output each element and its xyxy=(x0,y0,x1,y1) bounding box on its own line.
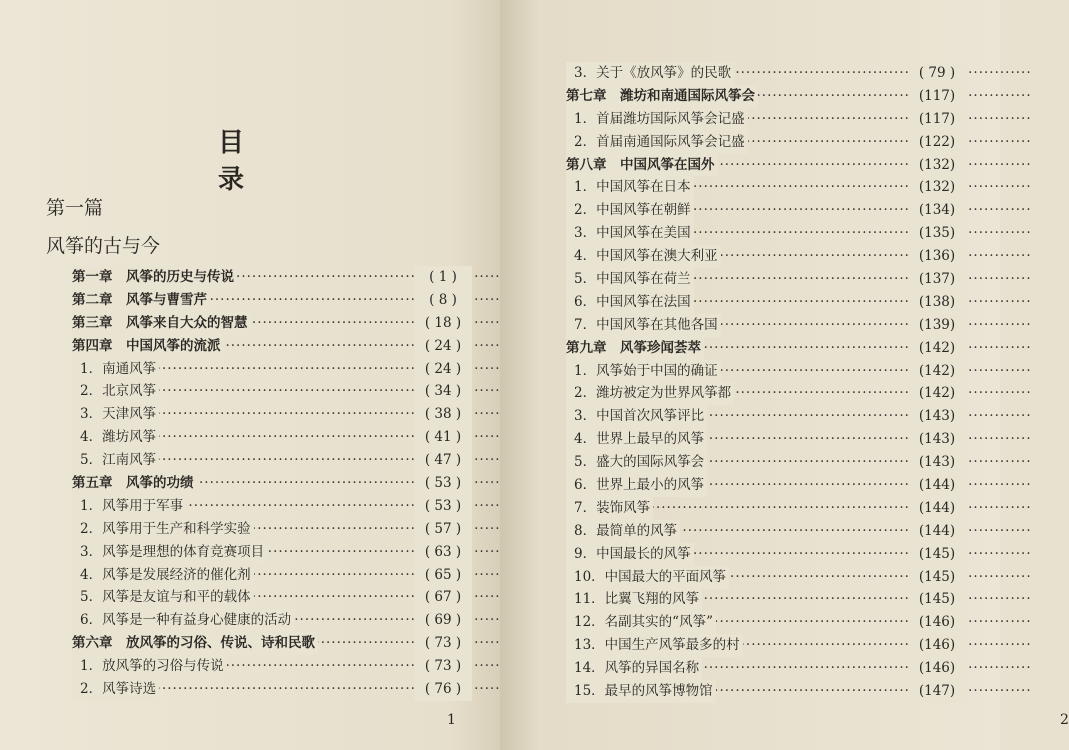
toc-entry-label: 6．风筝是一种有益身心健康的活动 xyxy=(72,609,294,632)
toc-entry-page: ( 53 ) xyxy=(414,472,472,495)
toc-entry-page: (142) xyxy=(908,337,966,360)
toc-entry-label: 6．中国风筝在法国 xyxy=(566,291,694,314)
toc-entry-label: 5．中国风筝在荷兰 xyxy=(566,268,694,291)
toc-entry-label: 8．最简单的风筝 xyxy=(566,520,680,543)
toc-entry-page: (146) xyxy=(908,611,966,634)
toc-entry-label: 第一章 风筝的历史与传说 xyxy=(72,266,237,289)
toc-entry-page: (117) xyxy=(908,108,966,131)
toc-entry-page: ( 8 ) xyxy=(414,289,472,312)
toc-entry-page: (132) xyxy=(908,176,966,199)
toc-entry-page: ( 69 ) xyxy=(414,609,472,632)
toc-entry-label: 2．风筝诗选 xyxy=(72,678,159,701)
toc-entry-page: ( 73 ) xyxy=(414,655,472,678)
toc-entry-page: (122) xyxy=(908,131,966,154)
toc-entry-page: ( 79 ) xyxy=(908,62,966,85)
toc-entry-label: 第五章 风筝的功绩 xyxy=(72,472,197,495)
toc-entry-label: 2．中国风筝在朝鲜 xyxy=(566,199,694,222)
left-page xyxy=(0,0,500,750)
toc-entry-label: 第三章 风筝来自大众的智慧 xyxy=(72,312,251,335)
toc-entry-page: ( 67 ) xyxy=(414,586,472,609)
toc-entry-label: 4．潍坊风筝 xyxy=(72,426,159,449)
toc-chapter-row xyxy=(72,472,472,495)
toc-entry-label: 2．北京风筝 xyxy=(72,380,159,403)
toc-item-row xyxy=(72,564,472,587)
toc-entry-label: 3．天津风筝 xyxy=(72,403,159,426)
toc-entry-label: 第四章 中国风筝的流派 xyxy=(72,335,224,358)
toc-entry-label: 4．世界上最早的风筝 xyxy=(566,428,707,451)
toc-item-row xyxy=(566,62,966,85)
toc-entry-label: 1．南通风筝 xyxy=(72,358,159,381)
toc-entry-page: ( 57 ) xyxy=(414,518,472,541)
toc-chapter-row xyxy=(72,335,472,358)
toc-entry-page: (145) xyxy=(908,543,966,566)
toc-entry-page: (143) xyxy=(908,451,966,474)
toc-entry-label: 2．首届南通国际风筝会记盛 xyxy=(566,131,748,154)
toc-item-row xyxy=(566,176,966,199)
toc-entry-page: (146) xyxy=(908,657,966,680)
toc-chapter-row xyxy=(72,266,472,289)
toc-item-row xyxy=(566,291,966,314)
part-number: 第一篇 xyxy=(46,197,104,219)
toc-entry-page: (132) xyxy=(908,154,966,177)
toc-item-row xyxy=(566,543,966,566)
page-number-left: 1 xyxy=(447,712,456,728)
toc-entry-label: 14．风筝的异国名称 xyxy=(566,657,702,680)
toc-entry-page: (146) xyxy=(908,634,966,657)
toc-entry-page: (145) xyxy=(908,588,966,611)
toc-item-row xyxy=(566,657,966,680)
toc-item-row xyxy=(566,382,966,405)
toc-item-row xyxy=(566,566,966,589)
toc-entry-page: ( 41 ) xyxy=(414,426,472,449)
toc-list-right xyxy=(500,62,1000,703)
toc-entry-page: (117) xyxy=(908,85,966,108)
toc-entry-label: 第七章 潍坊和南通国际风筝会 xyxy=(566,85,758,108)
toc-item-row xyxy=(566,360,966,383)
page-number-right: 2 xyxy=(1060,712,1069,728)
toc-entry-label: 1．首届潍坊国际风筝会记盛 xyxy=(566,108,748,131)
toc-item-row xyxy=(566,245,966,268)
toc-entry-label: 12．名副其实的“风筝” xyxy=(566,611,716,634)
toc-entry-label: 3．中国风筝在美国 xyxy=(566,222,694,245)
toc-item-row xyxy=(566,222,966,245)
toc-entry-page: (134) xyxy=(908,199,966,222)
toc-item-row xyxy=(566,588,966,611)
toc-entry-page: (143) xyxy=(908,428,966,451)
toc-item-row xyxy=(566,451,966,474)
toc-item-row xyxy=(72,495,472,518)
toc-entry-label: 第九章 风筝珍闻荟萃 xyxy=(566,337,704,360)
toc-item-row xyxy=(566,680,966,703)
toc-list-left xyxy=(0,266,500,701)
toc-entry-label: 第二章 风筝与曹雪芹 xyxy=(72,289,210,312)
toc-item-row xyxy=(72,426,472,449)
toc-entry-label: 3．中国首次风筝评比 xyxy=(566,405,707,428)
toc-entry-label: 4．中国风筝在澳大利亚 xyxy=(566,245,721,268)
toc-item-row xyxy=(72,518,472,541)
toc-entry-label: 11．比翼飞翔的风筝 xyxy=(566,588,702,611)
toc-item-row xyxy=(72,541,472,564)
toc-entry-page: ( 47 ) xyxy=(414,449,472,472)
toc-item-row xyxy=(72,655,472,678)
toc-entry-label: 1．风筝用于军事 xyxy=(72,495,186,518)
toc-item-row xyxy=(72,449,472,472)
toc-entry-page: (144) xyxy=(908,474,966,497)
toc-entry-label: 7．中国风筝在其他各国 xyxy=(566,314,721,337)
toc-item-row xyxy=(72,586,472,609)
toc-entry-label: 13．中国生产风筝最多的村 xyxy=(566,634,743,657)
toc-entry-page: (145) xyxy=(908,566,966,589)
toc-entry-page: (143) xyxy=(908,405,966,428)
toc-entry-page: ( 65 ) xyxy=(414,564,472,587)
toc-entry-page: (137) xyxy=(908,268,966,291)
toc-item-row xyxy=(566,611,966,634)
toc-item-row xyxy=(566,474,966,497)
toc-item-row xyxy=(72,403,472,426)
toc-item-row xyxy=(566,199,966,222)
toc-entry-label: 9．中国最长的风筝 xyxy=(566,543,694,566)
toc-entry-page: ( 1 ) xyxy=(414,266,472,289)
toc-entry-page: ( 24 ) xyxy=(414,335,472,358)
toc-item-row xyxy=(72,380,472,403)
toc-entry-page: (147) xyxy=(908,680,966,703)
toc-chapter-row xyxy=(566,154,966,177)
toc-entry-page: ( 18 ) xyxy=(414,312,472,335)
toc-entry-page: (142) xyxy=(908,382,966,405)
toc-entry-page: (142) xyxy=(908,360,966,383)
toc-item-row xyxy=(566,405,966,428)
toc-entry-page: (138) xyxy=(908,291,966,314)
toc-item-row xyxy=(566,314,966,337)
toc-entry-label: 1．风筝始于中国的确证 xyxy=(566,360,721,383)
toc-chapter-row xyxy=(566,85,966,108)
toc-chapter-row xyxy=(72,289,472,312)
toc-entry-label: 4．风筝是发展经济的催化剂 xyxy=(72,564,254,587)
toc-entry-page: (139) xyxy=(908,314,966,337)
toc-entry-page: ( 53 ) xyxy=(414,495,472,518)
toc-entry-label: 5．江南风筝 xyxy=(72,449,159,472)
toc-entry-page: ( 38 ) xyxy=(414,403,472,426)
part-title: 风筝的古与今 xyxy=(46,235,161,257)
toc-entry-page: ( 76 ) xyxy=(414,678,472,701)
toc-heading: 目录 xyxy=(218,128,291,195)
toc-entry-page: ( 73 ) xyxy=(414,632,472,655)
toc-entry-page: (135) xyxy=(908,222,966,245)
toc-entry-label: 1．中国风筝在日本 xyxy=(566,176,694,199)
toc-item-row xyxy=(566,268,966,291)
toc-entry-page: (144) xyxy=(908,497,966,520)
right-page xyxy=(500,0,1069,750)
toc-entry-page: (136) xyxy=(908,245,966,268)
toc-item-row xyxy=(566,131,966,154)
toc-entry-label: 7．装饰风筝 xyxy=(566,497,653,520)
toc-entry-label: 3．风筝是理想的体育竞赛项目 xyxy=(72,541,267,564)
toc-entry-label: 5．风筝是友谊与和平的载体 xyxy=(72,586,254,609)
toc-entry-page: ( 24 ) xyxy=(414,358,472,381)
toc-item-row xyxy=(566,108,966,131)
toc-entry-label: 第八章 中国风筝在国外 xyxy=(566,154,718,177)
toc-entry-label: 10．中国最大的平面风筝 xyxy=(566,566,729,589)
toc-item-row xyxy=(72,609,472,632)
toc-item-row xyxy=(72,678,472,701)
toc-entry-label: 5．盛大的国际风筝会 xyxy=(566,451,707,474)
toc-entry-label: 3．关于《放风筝》的民歌 xyxy=(566,62,734,85)
toc-item-row xyxy=(566,520,966,543)
toc-entry-page: ( 63 ) xyxy=(414,541,472,564)
toc-item-row xyxy=(566,634,966,657)
toc-entry-label: 1．放风筝的习俗与传说 xyxy=(72,655,227,678)
toc-entry-label: 2．潍坊被定为世界风筝都 xyxy=(566,382,734,405)
toc-entry-page: ( 34 ) xyxy=(414,380,472,403)
toc-entry-label: 15．最早的风筝博物馆 xyxy=(566,680,716,703)
toc-chapter-row xyxy=(72,312,472,335)
toc-item-row xyxy=(566,428,966,451)
toc-entry-label: 2．风筝用于生产和科学实验 xyxy=(72,518,254,541)
toc-entry-label: 第六章 放风筝的习俗、传说、诗和民歌 xyxy=(72,632,318,655)
toc-entry-label: 6．世界上最小的风筝 xyxy=(566,474,707,497)
toc-chapter-row xyxy=(566,337,966,360)
toc-chapter-row xyxy=(72,632,472,655)
toc-item-row xyxy=(72,358,472,381)
toc-item-row xyxy=(566,497,966,520)
toc-entry-page: (144) xyxy=(908,520,966,543)
